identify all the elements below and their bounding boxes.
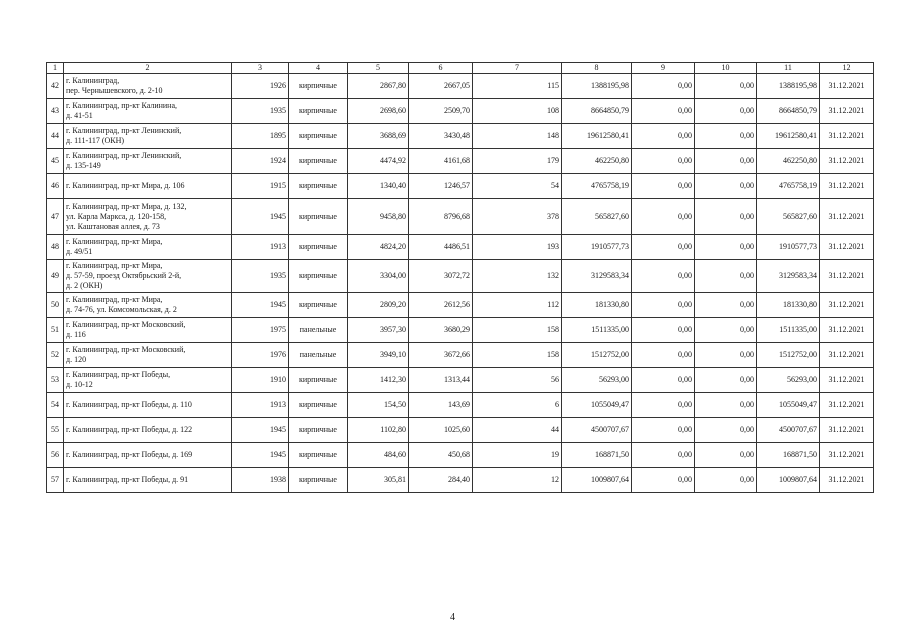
living-area-cell: 2612,56	[409, 293, 473, 318]
table-row	[47, 199, 874, 235]
total-area-cell: 3957,30	[348, 318, 409, 343]
total-area-cell: 2867,80	[348, 74, 409, 99]
year-built-cell: 1935	[232, 260, 289, 293]
fund-cost-cell: 0,00	[632, 99, 695, 124]
residents-count-cell: 115	[473, 74, 562, 99]
deadline-date-cell: 31.12.2021	[820, 368, 874, 393]
table-row	[47, 74, 874, 99]
residents-count-cell: 158	[473, 343, 562, 368]
living-area-cell: 1313,44	[409, 368, 473, 393]
address-cell	[64, 174, 232, 199]
total-cost-cell: 4500707,67	[562, 418, 632, 443]
total-area-cell: 484,60	[348, 443, 409, 468]
address-cell	[64, 260, 232, 293]
address-line: ул. Каштановая аллея, д. 73	[66, 221, 160, 231]
total-cost-cell: 8664850,79	[562, 99, 632, 124]
address-line: г. Калининград,	[66, 76, 120, 85]
row-number-cell: 50	[47, 293, 64, 318]
address-cell	[64, 343, 232, 368]
table-row	[47, 368, 874, 393]
year-built-cell: 1910	[232, 368, 289, 393]
fund-cost-cell: 0,00	[632, 174, 695, 199]
fund-cost-cell: 0,00	[632, 468, 695, 493]
owners-cost-cell: 1388195,98	[757, 74, 820, 99]
total-cost-cell: 1009807,64	[562, 468, 632, 493]
total-cost-cell: 1910577,73	[562, 235, 632, 260]
table-row	[47, 318, 874, 343]
total-cost-cell: 1511335,00	[562, 318, 632, 343]
budget-cost-cell: 0,00	[695, 343, 757, 368]
residents-count-cell: 12	[473, 468, 562, 493]
row-number-cell: 42	[47, 74, 64, 99]
address-line: д. 111-117 (ОКН)	[66, 136, 125, 145]
total-cost-cell: 1055049,47	[562, 393, 632, 418]
owners-cost-cell: 565827,60	[757, 199, 820, 235]
year-built-cell: 1945	[232, 443, 289, 468]
row-number-cell: 57	[47, 468, 64, 493]
deadline-date-cell: 31.12.2021	[820, 235, 874, 260]
owners-cost-cell: 1512752,00	[757, 343, 820, 368]
table-row	[47, 235, 874, 260]
column-header-11: 11	[757, 63, 820, 74]
address-line: г. Калининград, пр-кт Победы, д. 122	[66, 425, 193, 434]
year-built-cell: 1926	[232, 74, 289, 99]
address-line: д. 57-59, проезд Октябрьский 2-й,	[66, 271, 182, 280]
wall-material-cell: кирпичные	[289, 468, 348, 493]
year-built-cell: 1913	[232, 235, 289, 260]
row-number-cell: 48	[47, 235, 64, 260]
row-number-cell: 43	[47, 99, 64, 124]
budget-cost-cell: 0,00	[695, 99, 757, 124]
budget-cost-cell: 0,00	[695, 293, 757, 318]
row-number-cell: 49	[47, 260, 64, 293]
fund-cost-cell: 0,00	[632, 318, 695, 343]
residents-count-cell: 56	[473, 368, 562, 393]
row-number-cell: 56	[47, 443, 64, 468]
row-number-cell: 47	[47, 199, 64, 235]
deadline-date-cell: 31.12.2021	[820, 393, 874, 418]
total-area-cell: 1340,40	[348, 174, 409, 199]
wall-material-cell: кирпичные	[289, 418, 348, 443]
address-cell	[64, 318, 232, 343]
wall-material-cell: кирпичные	[289, 393, 348, 418]
fund-cost-cell: 0,00	[632, 343, 695, 368]
address-line: г. Калининград, пр-кт Мира,	[66, 295, 163, 304]
total-area-cell: 3688,69	[348, 124, 409, 149]
residents-count-cell: 148	[473, 124, 562, 149]
total-cost-cell: 19612580,41	[562, 124, 632, 149]
year-built-cell: 1915	[232, 174, 289, 199]
residents-count-cell: 132	[473, 260, 562, 293]
living-area-cell: 143,69	[409, 393, 473, 418]
deadline-date-cell: 31.12.2021	[820, 149, 874, 174]
address-cell	[64, 199, 232, 235]
column-header-3: 3	[232, 63, 289, 74]
year-built-cell: 1945	[232, 418, 289, 443]
total-area-cell: 154,50	[348, 393, 409, 418]
table-row	[47, 468, 874, 493]
total-cost-cell: 462250,80	[562, 149, 632, 174]
address-cell	[64, 149, 232, 174]
living-area-cell: 284,40	[409, 468, 473, 493]
total-cost-cell: 1388195,98	[562, 74, 632, 99]
fund-cost-cell: 0,00	[632, 124, 695, 149]
budget-cost-cell: 0,00	[695, 199, 757, 235]
owners-cost-cell: 4765758,19	[757, 174, 820, 199]
total-area-cell: 1102,80	[348, 418, 409, 443]
wall-material-cell: панельные	[289, 343, 348, 368]
residents-count-cell: 179	[473, 149, 562, 174]
wall-material-cell: кирпичные	[289, 174, 348, 199]
fund-cost-cell: 0,00	[632, 368, 695, 393]
address-line: д. 116	[66, 330, 86, 339]
wall-material-cell: кирпичные	[289, 74, 348, 99]
living-area-cell: 2509,70	[409, 99, 473, 124]
address-line: д. 135-149	[66, 161, 101, 170]
address-line: г. Калининград, пр-кт Мира, д. 106	[66, 181, 185, 190]
address-cell	[64, 235, 232, 260]
fund-cost-cell: 0,00	[632, 293, 695, 318]
total-area-cell: 2809,20	[348, 293, 409, 318]
deadline-date-cell: 31.12.2021	[820, 174, 874, 199]
table-row	[47, 260, 874, 293]
column-header-9: 9	[632, 63, 695, 74]
deadline-date-cell: 31.12.2021	[820, 468, 874, 493]
living-area-cell: 3672,66	[409, 343, 473, 368]
address-line: г. Калининград, пр-кт Победы, д. 169	[66, 450, 193, 459]
address-line: г. Калининград, пр-кт Ленинский,	[66, 126, 182, 135]
deadline-date-cell: 31.12.2021	[820, 74, 874, 99]
column-header-2: 2	[64, 63, 232, 74]
owners-cost-cell: 56293,00	[757, 368, 820, 393]
address-line: ул. Карла Маркса, д. 120-158,	[66, 211, 167, 221]
budget-cost-cell: 0,00	[695, 74, 757, 99]
total-cost-cell: 181330,80	[562, 293, 632, 318]
fund-cost-cell: 0,00	[632, 199, 695, 235]
address-cell	[64, 99, 232, 124]
address-line: г. Калининград, пр-кт Победы,	[66, 370, 171, 379]
living-area-cell: 1246,57	[409, 174, 473, 199]
table-row	[47, 393, 874, 418]
living-area-cell: 4486,51	[409, 235, 473, 260]
table-row	[47, 174, 874, 199]
column-number-row	[47, 63, 874, 74]
total-cost-cell: 1512752,00	[562, 343, 632, 368]
row-number-cell: 54	[47, 393, 64, 418]
row-number-cell: 45	[47, 149, 64, 174]
address-line: г. Калининград, пр-кт Калинина,	[66, 101, 177, 110]
address-line: г. Калининград, пр-кт Победы, д. 91	[66, 475, 189, 484]
page-number: 4	[450, 612, 455, 623]
column-header-4: 4	[289, 63, 348, 74]
budget-cost-cell: 0,00	[695, 393, 757, 418]
budget-cost-cell: 0,00	[695, 368, 757, 393]
address-cell	[64, 74, 232, 99]
budget-cost-cell: 0,00	[695, 260, 757, 293]
budget-cost-cell: 0,00	[695, 124, 757, 149]
residents-count-cell: 108	[473, 99, 562, 124]
address-line: д. 10-12	[66, 380, 93, 389]
owners-cost-cell: 3129583,34	[757, 260, 820, 293]
total-cost-cell: 565827,60	[562, 199, 632, 235]
budget-cost-cell: 0,00	[695, 174, 757, 199]
address-line: д. 2 (ОКН)	[66, 281, 103, 290]
owners-cost-cell: 181330,80	[757, 293, 820, 318]
wall-material-cell: кирпичные	[289, 199, 348, 235]
budget-cost-cell: 0,00	[695, 318, 757, 343]
total-cost-cell: 3129583,34	[562, 260, 632, 293]
total-cost-cell: 56293,00	[562, 368, 632, 393]
total-cost-cell: 4765758,19	[562, 174, 632, 199]
total-area-cell: 2698,60	[348, 99, 409, 124]
wall-material-cell: кирпичные	[289, 293, 348, 318]
deadline-date-cell: 31.12.2021	[820, 124, 874, 149]
fund-cost-cell: 0,00	[632, 74, 695, 99]
column-header-7: 7	[473, 63, 562, 74]
living-area-cell: 450,68	[409, 443, 473, 468]
address-line: г. Калининград, пр-кт Мира,	[66, 261, 163, 270]
deadline-date-cell: 31.12.2021	[820, 99, 874, 124]
address-cell	[64, 124, 232, 149]
living-area-cell: 1025,60	[409, 418, 473, 443]
address-line: г. Калининград, пр-кт Ленинский,	[66, 151, 182, 160]
living-area-cell: 3430,48	[409, 124, 473, 149]
total-area-cell: 305,81	[348, 468, 409, 493]
fund-cost-cell: 0,00	[632, 260, 695, 293]
residents-count-cell: 54	[473, 174, 562, 199]
living-area-cell: 3072,72	[409, 260, 473, 293]
owners-cost-cell: 168871,50	[757, 443, 820, 468]
row-number-cell: 53	[47, 368, 64, 393]
address-cell	[64, 368, 232, 393]
address-line: г. Калининград, пр-кт Мира,	[66, 237, 163, 246]
column-header-5: 5	[348, 63, 409, 74]
deadline-date-cell: 31.12.2021	[820, 199, 874, 235]
budget-cost-cell: 0,00	[695, 235, 757, 260]
total-area-cell: 4824,20	[348, 235, 409, 260]
total-area-cell: 4474,92	[348, 149, 409, 174]
owners-cost-cell: 1009807,64	[757, 468, 820, 493]
column-header-8: 8	[562, 63, 632, 74]
residents-count-cell: 158	[473, 318, 562, 343]
table-row	[47, 443, 874, 468]
address-line: д. 49/51	[66, 247, 93, 256]
table-row	[47, 124, 874, 149]
row-number-cell: 52	[47, 343, 64, 368]
fund-cost-cell: 0,00	[632, 418, 695, 443]
year-built-cell: 1976	[232, 343, 289, 368]
fund-cost-cell: 0,00	[632, 235, 695, 260]
deadline-date-cell: 31.12.2021	[820, 418, 874, 443]
budget-cost-cell: 0,00	[695, 418, 757, 443]
address-line: г. Калининград, пр-кт Победы, д. 110	[66, 400, 192, 409]
address-line: д. 74-76, ул. Комсомольская, д. 2	[66, 305, 177, 314]
owners-cost-cell: 8664850,79	[757, 99, 820, 124]
budget-cost-cell: 0,00	[695, 468, 757, 493]
owners-cost-cell: 1910577,73	[757, 235, 820, 260]
deadline-date-cell: 31.12.2021	[820, 443, 874, 468]
fund-cost-cell: 0,00	[632, 149, 695, 174]
year-built-cell: 1913	[232, 393, 289, 418]
owners-cost-cell: 4500707,67	[757, 418, 820, 443]
row-number-cell: 55	[47, 418, 64, 443]
address-cell	[64, 393, 232, 418]
year-built-cell: 1935	[232, 99, 289, 124]
residents-count-cell: 44	[473, 418, 562, 443]
address-cell	[64, 443, 232, 468]
wall-material-cell: кирпичные	[289, 99, 348, 124]
address-line: г. Калининград, пр-кт Московский,	[66, 320, 186, 329]
residents-count-cell: 378	[473, 199, 562, 235]
table-row	[47, 343, 874, 368]
residents-count-cell: 193	[473, 235, 562, 260]
total-cost-cell: 168871,50	[562, 443, 632, 468]
living-area-cell: 2667,05	[409, 74, 473, 99]
wall-material-cell: панельные	[289, 318, 348, 343]
year-built-cell: 1975	[232, 318, 289, 343]
address-line: д. 41-51	[66, 111, 93, 120]
year-built-cell: 1945	[232, 293, 289, 318]
column-header-1: 1	[47, 63, 64, 74]
address-line: д. 120	[66, 355, 87, 364]
year-built-cell: 1924	[232, 149, 289, 174]
address-line: г. Калининград, пр-кт Московский,	[66, 345, 186, 354]
column-header-12: 12	[820, 63, 874, 74]
living-area-cell: 8796,68	[409, 199, 473, 235]
address-cell	[64, 468, 232, 493]
table-row	[47, 293, 874, 318]
owners-cost-cell: 1511335,00	[757, 318, 820, 343]
table-row	[47, 99, 874, 124]
wall-material-cell: кирпичные	[289, 149, 348, 174]
wall-material-cell: кирпичные	[289, 368, 348, 393]
housing-register-table	[46, 62, 874, 493]
deadline-date-cell: 31.12.2021	[820, 343, 874, 368]
owners-cost-cell: 1055049,47	[757, 393, 820, 418]
residents-count-cell: 112	[473, 293, 562, 318]
wall-material-cell: кирпичные	[289, 443, 348, 468]
deadline-date-cell: 31.12.2021	[820, 293, 874, 318]
living-area-cell: 4161,68	[409, 149, 473, 174]
total-area-cell: 1412,30	[348, 368, 409, 393]
row-number-cell: 46	[47, 174, 64, 199]
row-number-cell: 51	[47, 318, 64, 343]
table-row	[47, 418, 874, 443]
year-built-cell: 1938	[232, 468, 289, 493]
wall-material-cell: кирпичные	[289, 260, 348, 293]
budget-cost-cell: 0,00	[695, 149, 757, 174]
owners-cost-cell: 19612580,41	[757, 124, 820, 149]
residents-count-cell: 19	[473, 443, 562, 468]
residents-count-cell: 6	[473, 393, 562, 418]
total-area-cell: 9458,80	[348, 199, 409, 235]
column-header-6: 6	[409, 63, 473, 74]
address-cell	[64, 418, 232, 443]
wall-material-cell: кирпичные	[289, 124, 348, 149]
row-number-cell: 44	[47, 124, 64, 149]
address-cell	[64, 293, 232, 318]
fund-cost-cell: 0,00	[632, 393, 695, 418]
address-line: пер. Чернышевского, д. 2-10	[66, 86, 163, 95]
total-area-cell: 3304,00	[348, 260, 409, 293]
table-row	[47, 149, 874, 174]
year-built-cell: 1945	[232, 199, 289, 235]
deadline-date-cell: 31.12.2021	[820, 318, 874, 343]
column-header-10: 10	[695, 63, 757, 74]
address-line: г. Калининград, пр-кт Мира, д. 132,	[66, 201, 187, 211]
fund-cost-cell: 0,00	[632, 443, 695, 468]
owners-cost-cell: 462250,80	[757, 149, 820, 174]
living-area-cell: 3680,29	[409, 318, 473, 343]
year-built-cell: 1895	[232, 124, 289, 149]
wall-material-cell: кирпичные	[289, 235, 348, 260]
budget-cost-cell: 0,00	[695, 443, 757, 468]
deadline-date-cell: 31.12.2021	[820, 260, 874, 293]
total-area-cell: 3949,10	[348, 343, 409, 368]
